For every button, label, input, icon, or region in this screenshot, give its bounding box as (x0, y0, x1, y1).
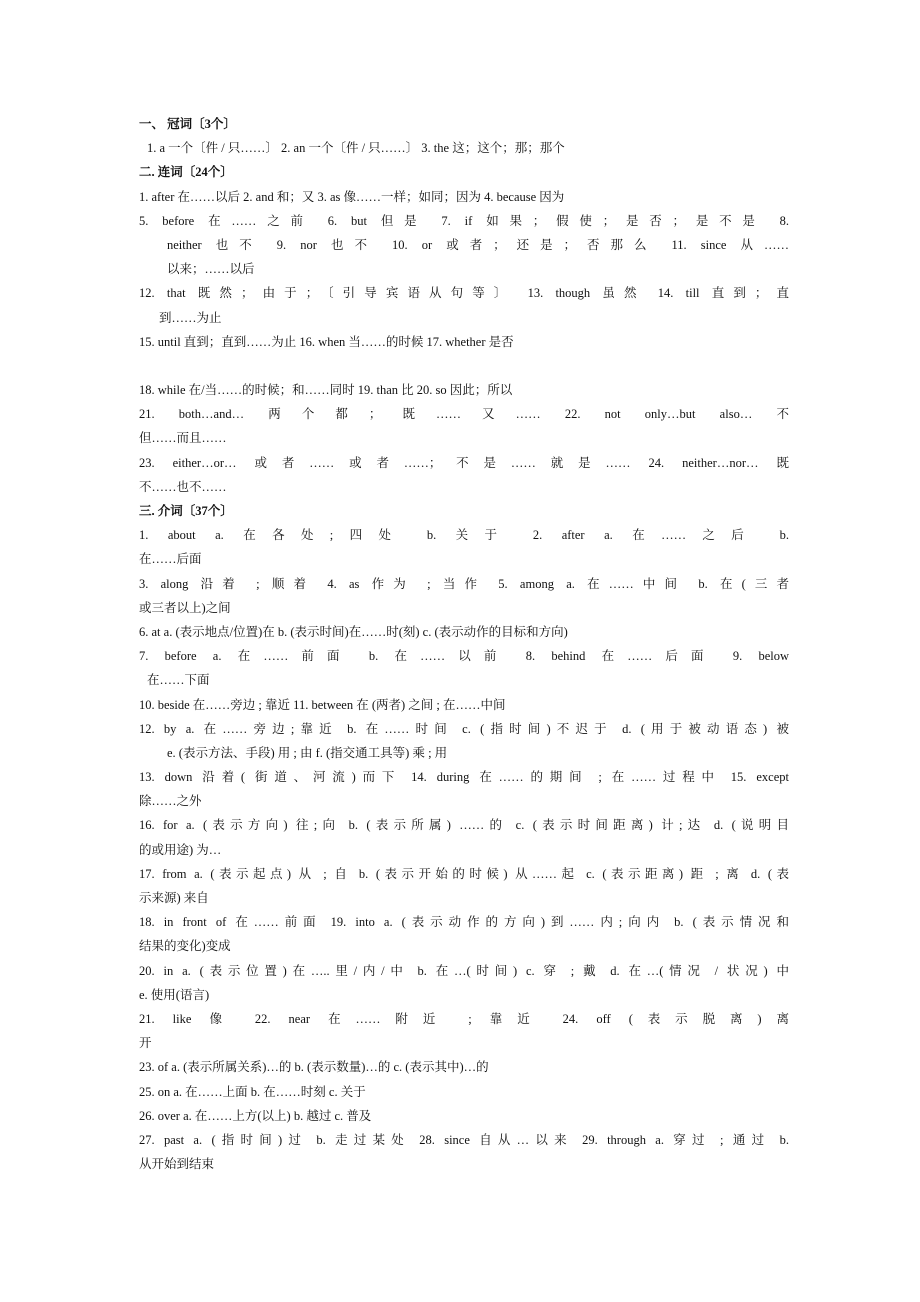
text-line: 23. of a. (表示所属关系)…的 b. (表示数量)…的 c. (表示其中)…的 (139, 1060, 489, 1075)
text-line: 12. by a. 在……旁边;靠近 b. 在……时间 c. (指时间)不迟于 d. (用于被动语态) 被 (139, 721, 789, 736)
text-line: 10. beside 在……旁边 ; 靠近 11. between 在 (两者) 之间 ; 在……中间 (139, 697, 506, 712)
text-line: 1. a 一个〔件 / 只……〕 2. an 一个〔件 / 只……〕 3. the 这；这个；那；那个 (147, 141, 565, 156)
text-line: 21. both…and… 两个都；既……又…… 22. not only…but also… 不 (139, 407, 789, 422)
text-line: 以来；……以后 (167, 262, 255, 277)
text-line: e. 使用(语言) (139, 987, 210, 1002)
text-line: 21. like 像 22. near 在……附近 ; 靠近 24. off (表示脱离)离 (139, 1011, 789, 1026)
text-line: 25. on a. 在……上面 b. 在……时刻 c. 关于 (139, 1084, 366, 1099)
text-line: 18. while 在/当……的时候；和……同时 19. than 比 20. so 因此；所以 (139, 383, 513, 398)
section-heading-conjunctions: 二. 连词〔24个〕 (139, 165, 233, 180)
text-line: 6. at a. (表示地点/位置)在 b. (表示时间)在……时(刻) c. (表示动作的目标和方向) (139, 624, 568, 639)
text-line: 18. in front of 在……前面 19. into a. (表示动作的方向)到……内;向内 b. (表示情况和 (139, 915, 789, 930)
section-heading-articles: 一、 冠词〔3个〕 (139, 117, 236, 131)
text-line: e. (表示方法、手段) 用 ; 由 f. (指交通工具等) 乘 ; 用 (167, 745, 448, 760)
text-line: 1. after 在……以后 2. and 和；又 3. as 像……一样；如同；因为 4. because 因为 (139, 189, 565, 204)
text-line: 7. before a. 在……前面 b. 在……以前 8. behind 在……后面 9. below (139, 649, 789, 664)
text-line: 到……为止 (159, 310, 222, 325)
blank-line (139, 354, 789, 378)
text-line: 示来源) 来自 (139, 891, 209, 905)
document-page (139, 112, 789, 1176)
text-line: 在……下面 (147, 673, 210, 688)
text-line: 除……之外 (139, 794, 202, 809)
text-line: 15. until 直到；直到……为止 16. when 当……的时候 17. whether 是否 (139, 334, 514, 349)
text-line: 27. past a. (指时间)过 b. 走过某处 28. since 自从…以来 29. through a. 穿过 ; 通过 b. (139, 1132, 789, 1147)
text-line: 12. that 既然；由于；〔引导宾语从句等〕 13. though 虽然 14. till 直到；直 (139, 286, 789, 301)
text-line: 3. along 沿着 ; 顺着 4. as 作为 ; 当作 5. among a. 在……中间 b. 在(三者 (139, 576, 789, 591)
section-heading-prepositions: 三. 介词〔37个〕 (139, 504, 233, 518)
text-line: 的或用途) 为… (139, 842, 222, 857)
text-line: 26. over a. 在……上方(以上) b. 越过 c. 普及 (139, 1108, 372, 1123)
text-line: 5. before 在……之前 6. but 但是 7. if 如果；假使；是否；是不是 8. (139, 213, 789, 228)
text-line: 从开始到结束 (139, 1157, 215, 1172)
text-line: 或三者以上)之间 (139, 600, 231, 615)
text-line: 16. for a. (表示方向) 往;向 b. (表示所属) ……的 c. (表示时间距离) 计;达 d. (说明目 (139, 818, 789, 833)
text-line: 在……后面 (139, 552, 202, 567)
text-line: 但……而且…… (139, 431, 227, 446)
text-line: 开 (139, 1036, 152, 1051)
text-line: neither 也不 9. nor 也不 10. or 或者；还是；否那么 11. since 从…… (167, 237, 789, 252)
text-line: 13. down 沿着( 街道、河流)而下 14. during 在……的期间 ; 在……过程中 15. except (139, 770, 789, 785)
text-line: 不……也不…… (139, 479, 227, 494)
text-line: 结果的变化)变成 (139, 939, 231, 954)
text-line: 20. in a. (表示位置)在…..里/内/中 b. 在…(时间) c. 穿 ; 戴 d. 在…(情况 / 状况) 中 (139, 963, 789, 978)
text-line: 23. either…or… 或者……或者……；不是……就是…… 24. neither…nor… 既 (139, 455, 789, 470)
text-line: 17. from a. (表示起点) 从 ; 自 b. (表示开始的时候) 从……起 c. (表示距离) 距 ; 离 d. (表 (139, 866, 789, 881)
text-line: 1. about a. 在各处;四处 b. 关于 2. after a. 在……之后 b. (139, 528, 789, 543)
